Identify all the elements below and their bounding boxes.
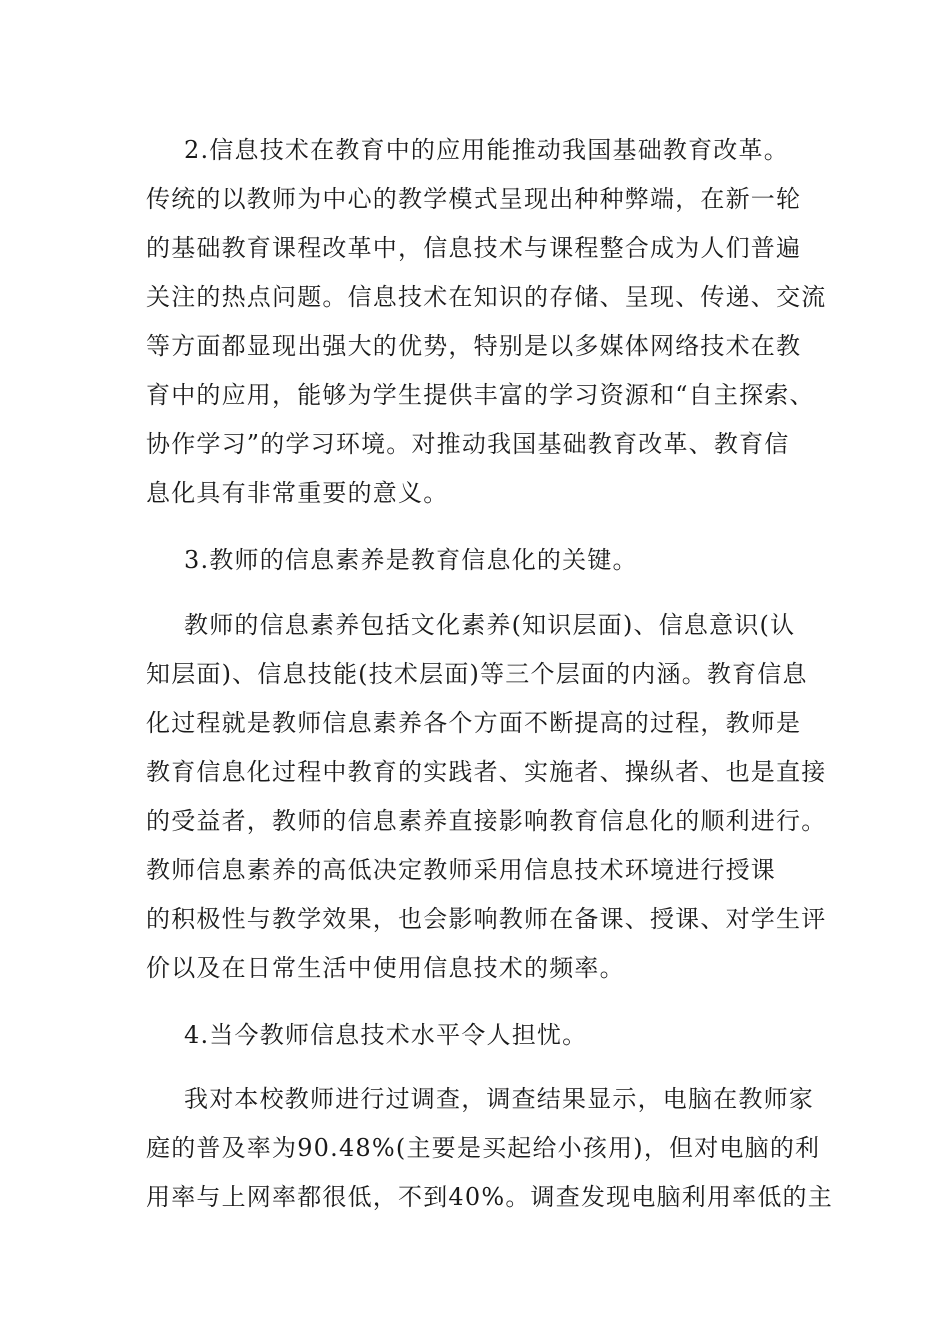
paragraph-line: 知层面)、信息技能(技术层面)等三个层面的内涵。教育信息 xyxy=(146,660,808,688)
paragraph-line: 我对本校教师进行过调查，调查结果显示，电脑在教师家 xyxy=(184,1085,814,1113)
heading-4: 4.当今教师信息技术水平令人担忧。 xyxy=(184,1021,588,1049)
paragraph-line: 育中的应用，能够为学生提供丰富的学习资源和“自主探索、 xyxy=(146,381,815,409)
paragraph-line: 传统的以教师为中心的教学模式呈现出种种弊端，在新一轮 xyxy=(146,185,802,213)
heading-3: 3.教师的信息素养是教育信息化的关键。 xyxy=(184,546,638,574)
paragraph-line: 协作学习”的学习环境。对推动我国基础教育改革、教育信 xyxy=(146,430,790,458)
paragraph-line: 的积极性与教学效果，也会影响教师在备课、授课、对学生评 xyxy=(146,905,827,933)
heading-2: 2.信息技术在教育中的应用能推动我国基础教育改革。 xyxy=(184,136,789,164)
paragraph-line: 等方面都显现出强大的优势，特别是以多媒体网络技术在教 xyxy=(146,332,802,360)
paragraph-line: 庭的普及率为90.48%(主要是买起给小孩用)，但对电脑的利 xyxy=(146,1134,821,1162)
paragraph-line: 关注的热点问题。信息技术在知识的存储、呈现、传递、交流 xyxy=(146,283,827,311)
paragraph-line: 的受益者，教师的信息素养直接影响教育信息化的顺利进行。 xyxy=(146,807,827,835)
paragraph-line: 教师的信息素养包括文化素养(知识层面)、信息意识(认 xyxy=(184,611,796,639)
paragraph-line: 的基础教育课程改革中，信息技术与课程整合成为人们普遍 xyxy=(146,234,802,262)
paragraph-line: 息化具有非常重要的意义。 xyxy=(146,479,449,507)
paragraph-line: 教育信息化过程中教育的实践者、实施者、操纵者、也是直接 xyxy=(146,758,827,786)
paragraph-line: 教师信息素养的高低决定教师采用信息技术环境进行授课 xyxy=(146,856,776,884)
paragraph-line: 用率与上网率都很低，不到40%。调查发现电脑利用率低的主 xyxy=(146,1183,833,1211)
paragraph-line: 化过程就是教师信息素养各个方面不断提高的过程，教师是 xyxy=(146,709,802,737)
paragraph-line: 价以及在日常生活中使用信息技术的频率。 xyxy=(146,954,625,982)
